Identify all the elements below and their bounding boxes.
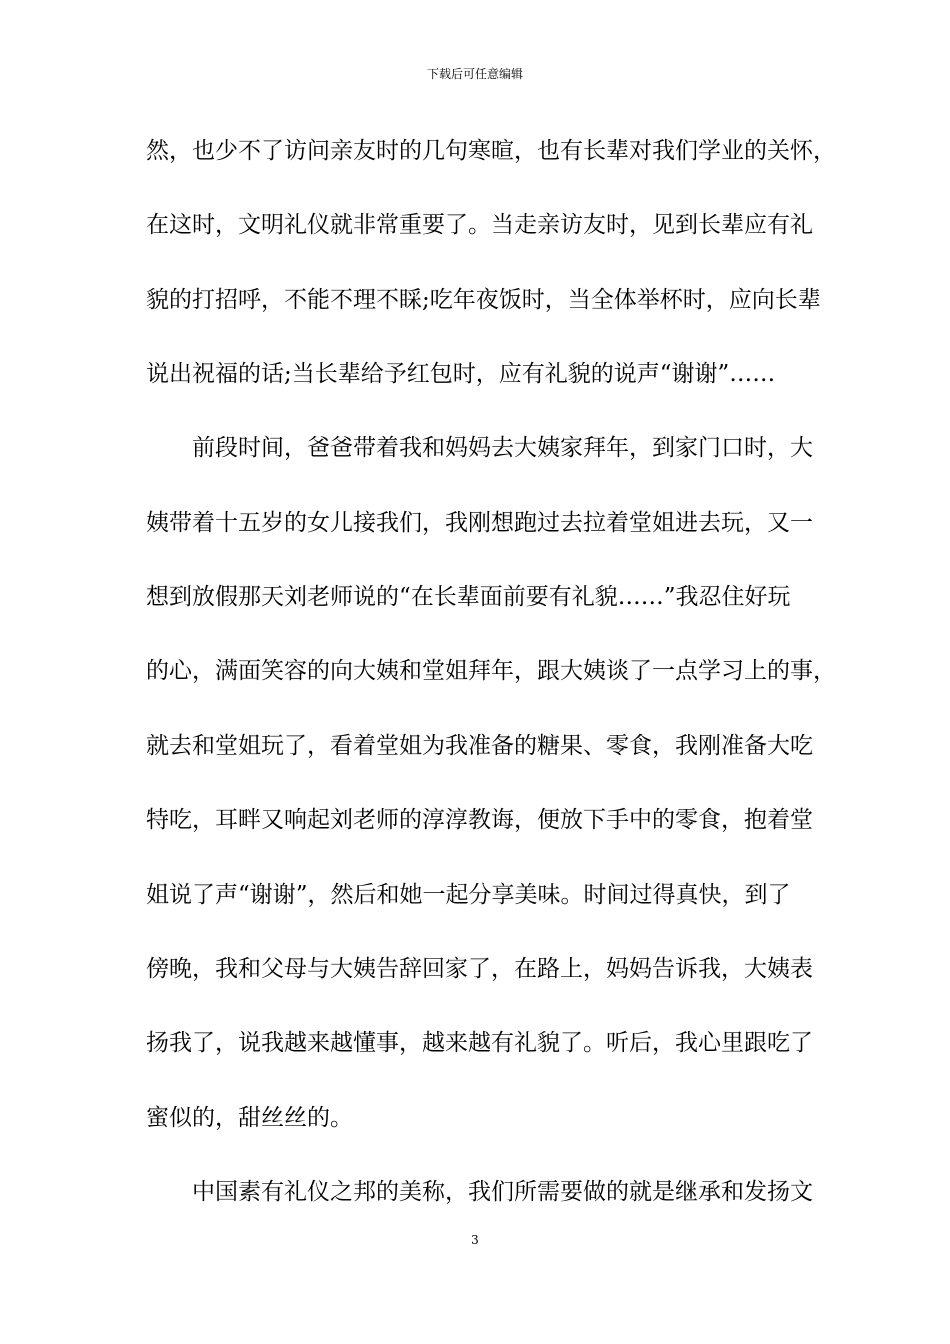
- text-line: 在这时，文明礼仪就非常重要了。当走亲访友时，见到长辈应有礼: [146, 212, 813, 238]
- text-line: 姨带着十五岁的女儿接我们，我刚想跑过去拉着堂姐进去玩，又一: [146, 510, 813, 536]
- text-line: 说出祝福的话;当长辈给予红包时，应有礼貌的说声“谢谢”……: [146, 361, 776, 387]
- text-line: 就去和堂姐玩了，看着堂姐为我准备的糖果、零食，我刚准备大吃: [146, 733, 813, 759]
- text-line: 中国素有礼仪之邦的美称，我们所需要做的就是继承和发扬文: [192, 1179, 813, 1205]
- text-line: 傍晚，我和父母与大姨告辞回家了，在路上，妈妈告诉我，大姨表: [146, 956, 813, 982]
- text-line: 貌的打招呼，不能不理不睬;吃年夜饭时，当全体举杯时，应向长辈: [146, 287, 821, 313]
- text-line: 姐说了声“谢谢”，然后和她一起分享美味。时间过得真快，到了: [146, 882, 791, 908]
- text-line: 特吃，耳畔又响起刘老师的淳淳教诲，便放下手中的零食，抱着堂: [146, 807, 813, 833]
- text-line: 蜜似的，甜丝丝的。: [146, 1105, 353, 1131]
- text-line: 的心，满面笑容的向大姨和堂姐拜年，跟大姨谈了一点学习上的事，: [146, 658, 836, 684]
- text-line: 想到放假那天刘老师说的“在长辈面前要有礼貌……”我忍住好玩: [146, 584, 791, 610]
- text-line: 扬我了，说我越来越懂事，越来越有礼貌了。听后，我心里跟吃了: [146, 1030, 813, 1056]
- page-header-note: 下载后可任意编辑: [426, 67, 523, 81]
- text-line: 然，也少不了访问亲友时的几句寒暄，也有长辈对我们学业的关怀，: [146, 138, 836, 164]
- text-line: 前段时间，爸爸带着我和妈妈去大姨家拜年，到家门口时，大: [192, 435, 813, 461]
- page-number: 3: [471, 1233, 479, 1247]
